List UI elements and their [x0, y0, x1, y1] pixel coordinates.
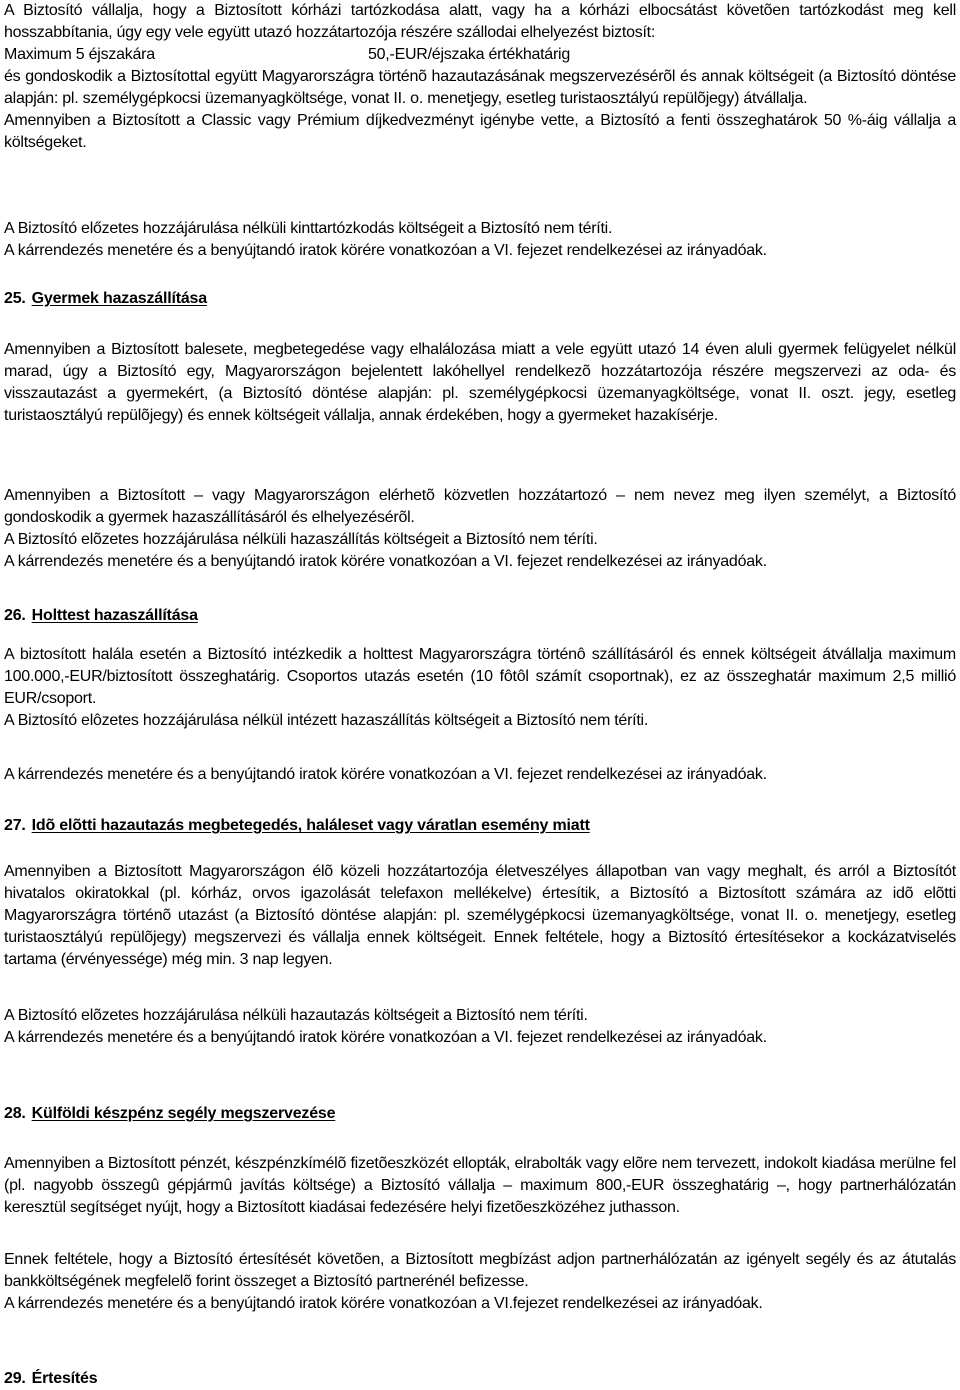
section-28-number: 28. [4, 1105, 26, 1122]
section-28-paragraph-2: Ennek feltétele, hogy a Biztosító értesítését követõen, a Biztosított megbízást adjon partnerhálózatán az igényelt segély és az átutalás bankköltségének megfelelõ forint összeget a Biztosító partnerénél befizesse. [4, 1251, 956, 1290]
section-27-paragraph-3: A kárrendezés menetére és a benyújtandó iratok körére vonatkozóan a VI. fejezet rendelkezései az irányadóak. [4, 1029, 767, 1046]
section-27-number: 27. [4, 817, 26, 834]
section-25-paragraph-4: A kárrendezés menetére és a benyújtandó iratok körére vonatkozóan a VI. fejezet rendelkezései az irányadóak. [4, 553, 767, 570]
intro-notes [4, 218, 956, 262]
section-25-body [4, 339, 956, 427]
section-27-title: Idõ elõtti hazautazás megbetegedés, haláleset vagy váratlan esemény miatt [31, 817, 590, 834]
nightly-limit: 50,-EUR/éjszaka értékhatárig [368, 46, 570, 63]
section-25-number: 25. [4, 290, 26, 307]
section-27-body-2 [4, 1005, 956, 1049]
section-26-title: Holttest hazaszállítása [31, 607, 198, 624]
section-28-paragraph-1: Amennyiben a Biztosított pénzét, készpénzkímélõ fizetõeszközét ellopták, elrabolták vagy elõre nem tervezett, indokolt kiadása merülne fel (pl. nagyobb összegû gépjármû javítás költsége) a Biztosító vállalja – maximum 800,-EUR összeghatárig –, hogy partnerhálózatán keresztül segítséget nyújt, hogy a Biztosított kiadásai fedezésére helyi fizetõeszközéhez juthasson. [4, 1155, 956, 1216]
section-26-paragraph-1: A biztosított halála esetén a Biztosító intézkedik a holttest Magyarországra történô szállításáról és ennek költségeit átvállalja maximum 100.000,-EUR/biztosított összeghatárig. Csoportos utazás esetén (10 fôtôl számít csoportnak), ez az összeghatár maximum 2,5 millió EUR/csoport. [4, 646, 956, 707]
section-27-paragraph-1: Amennyiben a Biztosított Magyarországon élõ közeli hozzátartozója életveszélyes állapotban van vagy meghalt, és arról a Biztosítót hivatalos okiratokkal (pl. kórház, orvos igazolását telefaxon mellékelve) értesítik, a Biztosító a Biztosított számára az idõ elõtti Magyarországra történõ utazást (a Biztosító döntése alapján: pl. személygépkocsi üzemanyagköltsége, vonat II. o. menetjegy, esetleg turistaosztályú repülõjegy) megszervezi és vállalja ennek költségeit. Ennek feltétele, hogy a Biztosító értesítésekor a kockázatviselés tartama (érvényessége) még min. 3 nap legyen. [4, 863, 956, 968]
section-29-heading [4, 1368, 956, 1390]
section-26-body [4, 644, 956, 732]
section-28-body [4, 1153, 956, 1219]
section-25-title: Gyermek hazaszállítása [31, 290, 207, 307]
section-25-heading [4, 288, 956, 310]
maximum-row [4, 44, 956, 66]
intro-paragraph-5: A kárrendezés menetére és a benyújtandó iratok körére vonatkozóan a VI. fejezet rendelkezései az irányadóak. [4, 242, 767, 259]
section-25-paragraph-1: Amennyiben a Biztosított balesete, megbetegedése vagy elhalálozása miatt a vele együtt utazó 14 éven aluli gyermek felügyelet nélkül marad, úgy a Biztosító egy, Magyarországon bejelentett lakóhellyel rendelkezõ hozzátartozója részére megszervezi az oda- és visszautazást a gyermekért, (a Biztosító döntése alapján: pl. személygépkocsi üzemanyagköltsége, vonat II. oszt. jegy, esetleg turistaosztályú repülõjegy) és ennek költségeit vállalja, annak érdekében, hogy a gyermeket hazakísérje. [4, 341, 956, 424]
section-28-heading [4, 1103, 956, 1125]
section-29-title: Értesítés [31, 1370, 98, 1387]
section-26-paragraph-2: A Biztosító elôzetes hozzájárulása nélkül intézett hazaszállítás költségeit a Biztosító nem téríti. [4, 712, 649, 729]
section-28-title: Külföldi készpénz segély megszervezése [31, 1105, 336, 1122]
section-26-paragraph-3: A kárrendezés menetére és a benyújtandó iratok körére vonatkozóan a VI. fejezet rendelkezései az irányadóak. [4, 766, 767, 783]
section-25-paragraph-2: Amennyiben a Biztosított – vagy Magyarországon elérhetõ közvetlen hozzátartozó – nem nevez meg ilyen személyt, a Biztosító gondoskodik a gyermek hazaszállításáról és elhelyezésérõl. [4, 487, 956, 526]
section-25-body-2 [4, 485, 956, 573]
intro-paragraph-3: Amennyiben a Biztosított a Classic vagy Prémium díjkedvezményt igénybe vette, a Biztosító a fenti összeghatárok 50 %-áig vállalja a költségeket. [4, 112, 956, 151]
section-27-body [4, 861, 956, 971]
section-28-body-2 [4, 1249, 956, 1315]
intro-paragraph-2: és gondoskodik a Biztosítottal együtt Magyarországra történõ hazautazásának megszervezésérõl és annak költségeit (a Biztosító döntése alapján: pl. személygépkocsi üzemanyagköltsége, vonat II. o. menetjegy, esetleg turistaosztályú repülõjegy) átvállalja. [4, 68, 956, 107]
section-27-heading [4, 815, 956, 837]
section-27-paragraph-2: A Biztosító elõzetes hozzájárulása nélküli hazautazás költségeit a Biztosító nem téríti. [4, 1007, 588, 1024]
section-26-heading [4, 605, 956, 627]
section-29-number: 29. [4, 1370, 26, 1387]
section-25-paragraph-3: A Biztosító elõzetes hozzájárulása nélküli hazaszállítás költségeit a Biztosító nem téríti. [4, 531, 598, 548]
intro-paragraph-4: A Biztosító előzetes hozzájárulása nélküli kinttartózkodás költségeit a Biztosító nem téríti. [4, 220, 613, 237]
intro-paragraph-1: A Biztosító vállalja, hogy a Biztosított kórházi tartózkodása alatt, vagy ha a kórházi elbocsátást követõen tartózkodást meg kell hosszabbítania, úgy egy vele együtt utazó hozzátartozója részére szállodai elhelyezést biztosít: [4, 2, 956, 41]
intro-block [4, 0, 956, 154]
section-28-paragraph-3: A kárrendezés menetére és a benyújtandó iratok körére vonatkozóan a VI.fejezet rendelkezései az irányadóak. [4, 1295, 763, 1312]
section-26-body-2 [4, 764, 956, 786]
section-26-number: 26. [4, 607, 26, 624]
maximum-nights: Maximum 5 éjszakára [4, 46, 155, 63]
